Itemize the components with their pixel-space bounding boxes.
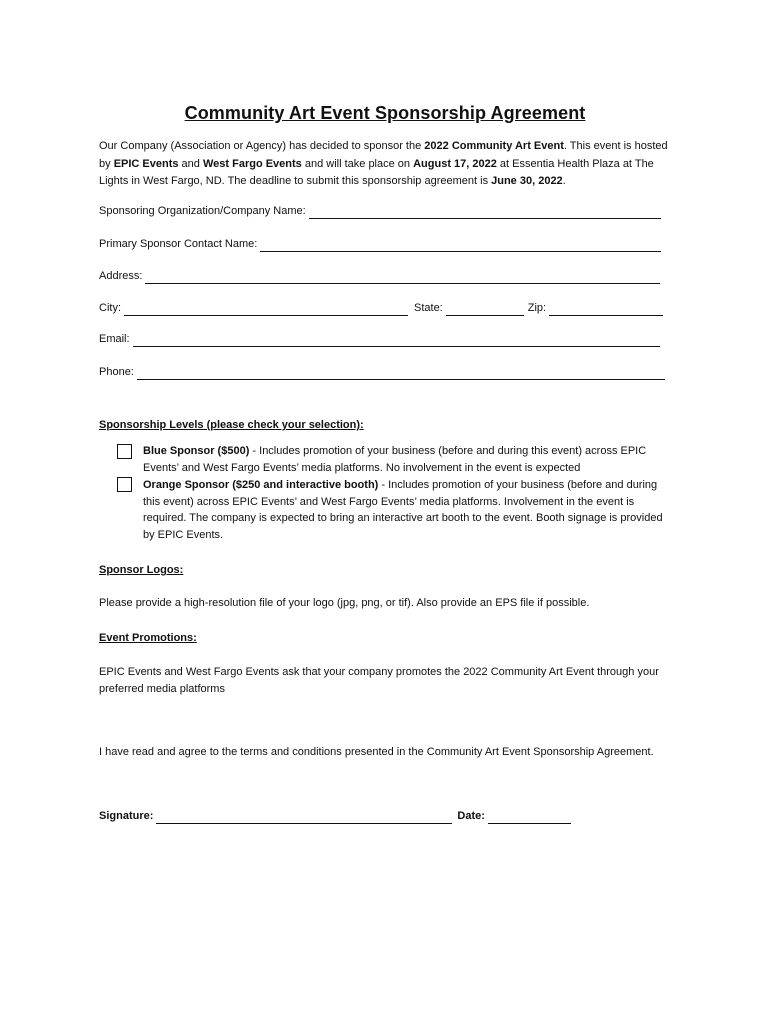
orange-sponsor-text: - Includes promotion of your business (before and during this event) across EPIC Events’ and West Fargo Events’ media platforms. Involvement in the event is required. The company is expected to bring an interactive art booth to the event. Booth signage is provided by EPIC Events. bbox=[143, 479, 663, 541]
event-promotions-heading: Event Promotions: bbox=[99, 632, 197, 644]
email-label: Email: bbox=[99, 333, 130, 345]
host-epic-events: EPIC Events bbox=[113, 157, 179, 170]
orange-sponsor-description bbox=[143, 477, 668, 543]
address-input-line[interactable] bbox=[145, 272, 660, 284]
deadline-date: June 30, 2022 bbox=[491, 175, 563, 187]
state-label: State: bbox=[414, 302, 443, 314]
date-label: Date: bbox=[457, 810, 485, 822]
intro-text: and bbox=[178, 157, 203, 170]
contact-label: Primary Sponsor Contact Name: bbox=[99, 238, 258, 250]
sponsor-logos-text: Please provide a high-resolution file of your logo (jpg, png, or tif). Also provide an EPS file if possible. bbox=[99, 597, 590, 609]
signature-input-line[interactable] bbox=[156, 812, 452, 824]
email-field bbox=[99, 331, 660, 347]
event-date: August 17, 2022 bbox=[413, 157, 497, 170]
sponsorship-levels-heading: Sponsorship Levels (please check your selection): bbox=[99, 419, 364, 431]
blue-sponsor-text: - Includes promotion of your business (before and during this event) across EPIC Events’ and West Fargo Events’ media platforms. No involvement in the event is expected bbox=[143, 445, 647, 474]
intro-paragraph bbox=[99, 138, 674, 191]
intro-text: and will take place on bbox=[301, 157, 414, 170]
phone-field bbox=[99, 364, 665, 380]
intro-text: . bbox=[562, 175, 566, 187]
sponsor-logos-heading: Sponsor Logos: bbox=[99, 564, 184, 576]
city-input-line[interactable] bbox=[124, 304, 408, 316]
city-label: City: bbox=[99, 302, 121, 314]
intro-text: at Essentia Health Plaza at The Lights in West Fargo, ND. The deadline to submit this sponsorship agreement is bbox=[99, 157, 654, 187]
organization-input-line[interactable] bbox=[309, 207, 661, 219]
organization-label: Sponsoring Organization/Company Name: bbox=[99, 205, 306, 217]
contact-input-line[interactable] bbox=[260, 240, 661, 252]
orange-sponsor-checkbox[interactable] bbox=[117, 477, 132, 492]
zip-input-line[interactable] bbox=[549, 304, 663, 316]
organization-field bbox=[99, 203, 661, 219]
signature-label: Signature: bbox=[99, 810, 154, 822]
phone-label: Phone: bbox=[99, 366, 134, 378]
agreement-statement: I have read and agree to the terms and conditions presented in the Community Art Event Sponsorship Agreement. bbox=[99, 746, 654, 758]
email-input-line[interactable] bbox=[133, 335, 660, 347]
intro-text: . This event is hosted by bbox=[99, 140, 668, 170]
phone-input-line[interactable] bbox=[137, 368, 665, 380]
address-label: Address: bbox=[99, 270, 143, 282]
event-promotions-text: EPIC Events and West Fargo Events ask that your company promotes the 2022 Community Art Event through your preferred media platforms bbox=[99, 666, 659, 695]
host-west-fargo-events: West Fargo Events bbox=[202, 157, 302, 170]
blue-sponsor-checkbox[interactable] bbox=[117, 444, 132, 459]
city-state-zip-field bbox=[99, 300, 663, 316]
address-field bbox=[99, 268, 660, 284]
zip-label: Zip: bbox=[527, 302, 547, 314]
orange-sponsor-name: Orange Sponsor ($250 and interactive booth) bbox=[143, 479, 379, 491]
signature-field bbox=[99, 808, 571, 824]
event-name: 2022 Community Art Event bbox=[424, 140, 564, 152]
document-title: Community Art Event Sponsorship Agreement bbox=[184, 103, 586, 123]
blue-sponsor-name: Blue Sponsor ($500) bbox=[143, 445, 250, 457]
intro-text: Our Company (Association or Agency) has decided to sponsor the bbox=[99, 140, 425, 152]
blue-sponsor-description bbox=[143, 443, 668, 476]
contact-field bbox=[99, 236, 661, 252]
state-input-line[interactable] bbox=[446, 304, 524, 316]
date-input-line[interactable] bbox=[488, 812, 571, 824]
